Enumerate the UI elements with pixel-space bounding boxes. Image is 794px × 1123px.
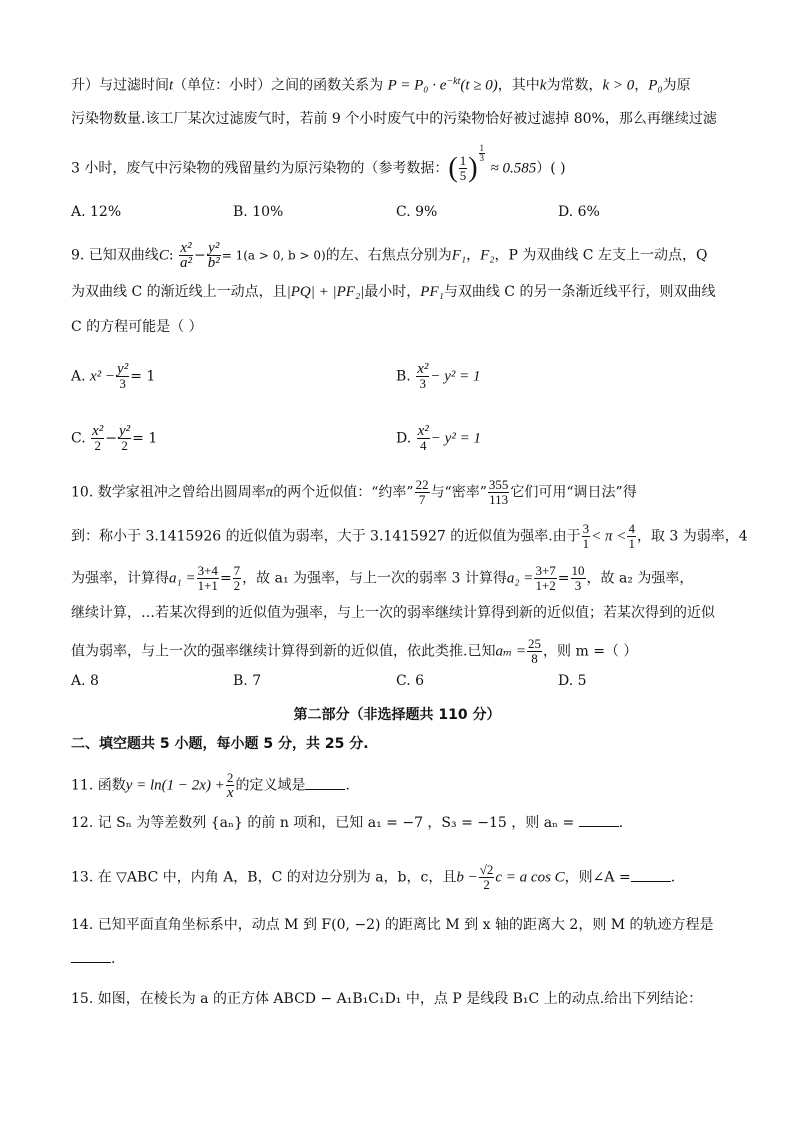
ref-fraction [459, 154, 468, 183]
q8-line-1 [71, 73, 731, 95]
q8-option-c[interactable]: C. 9% [396, 204, 438, 220]
option-fraction [416, 362, 429, 391]
ineq-fraction [627, 522, 636, 551]
am-fraction [527, 637, 542, 666]
period: . [345, 777, 350, 794]
q8-text: 为原 [662, 77, 691, 94]
q9-line-2 [71, 283, 731, 301]
frac-den: 3 [419, 376, 427, 391]
q9-option-a[interactable] [71, 362, 155, 391]
option-label: C. [71, 430, 86, 447]
q8-text: ， [634, 77, 649, 94]
frac-den: 5 [459, 168, 467, 183]
q10-text: 到：称小于 3.1415926 的近似值为弱率，大于 3.1415927 的近似值为强率.由于 [71, 528, 581, 545]
frac-den: 3 [479, 153, 485, 163]
option-expr: − y² = 1 [430, 368, 481, 385]
q8-text: 为常数， [546, 77, 603, 94]
a1-result [233, 564, 242, 593]
formula-exponent: −kt [446, 76, 461, 87]
option-expr: = 1 [130, 368, 156, 385]
frac-num: x² [92, 423, 104, 439]
frac-num: 7 [233, 563, 241, 578]
abs-expression: |PQ| + |PF₂| [286, 284, 365, 300]
period: . [670, 869, 676, 886]
q10-text: 为强率，计算得 [71, 570, 169, 587]
frac-den: 1 [582, 536, 590, 551]
frac-num: 3+7 [535, 563, 556, 578]
frac-den: 3 [574, 578, 582, 593]
var-pf1: PF₁ [420, 284, 444, 300]
q10-text: ，故 a₂ 为强率， [586, 570, 694, 587]
a2-expr: a₂ = [506, 570, 534, 587]
option-fraction [417, 424, 430, 453]
q13-text: 13. 在 ▽ABC 中，内角 A，B，C 的对边分别为 a，b，c，且 [71, 869, 457, 886]
frac-num: 4 [628, 521, 635, 536]
frac-num: 1 [479, 143, 485, 153]
frac-den: x [226, 785, 234, 801]
a1-expr: a₁ = [169, 570, 196, 587]
q9-option-d[interactable] [396, 424, 481, 453]
q13-expr: b − [456, 869, 478, 886]
frac-num: 10 [571, 563, 585, 578]
var-c: C [158, 247, 169, 264]
q11-text: 11. 函数 [71, 777, 126, 794]
q8-text: 升）与过滤时间 [71, 77, 169, 94]
option-expr: − [105, 430, 118, 447]
q13-expr: c = a cos C [495, 869, 565, 886]
formula-condition: (t ≥ 0) [460, 77, 498, 94]
q12-text: 12. 记 Sₙ 为等差数列 {aₙ} 的前 n 项和，已知 a₁ = −7 ，S₃ = −15 ，则 aₙ = [71, 815, 575, 831]
answer-blank[interactable] [71, 950, 111, 963]
frac-den: 8 [531, 651, 538, 666]
q8-option-b[interactable]: B. 10% [233, 204, 284, 220]
frac-num: y² [208, 240, 220, 256]
option-fraction [118, 424, 131, 453]
k-condition: k > 0 [602, 77, 635, 94]
q8-text: （单位：小时）之间的函数关系为 [173, 77, 384, 94]
a1-fraction [197, 564, 219, 593]
frac-num: 2 [226, 770, 234, 785]
q13-text: ，则∠A = [564, 869, 631, 886]
q10-option-b[interactable]: B. 7 [233, 673, 262, 689]
section-heading: 二、填空题共 5 小题，每小题 5 分，共 25 分. [71, 736, 369, 752]
q9-text: 最小时， [364, 284, 421, 300]
q9-option-b[interactable] [396, 362, 481, 391]
var-k: k [539, 77, 547, 94]
am-expr: aₘ = [495, 643, 527, 660]
q8-line-3 [71, 143, 731, 184]
var-f2: F₂ [480, 247, 495, 264]
a2-fraction [534, 564, 556, 593]
q10-text: ，则 m =（ ） [543, 643, 638, 660]
q10-text: 的两个近似值：“约率” [273, 484, 414, 501]
q10-text: ，取 3 为弱率，4 [636, 528, 748, 545]
q11-text: 的定义域是 [235, 777, 306, 794]
frac-num: y² [119, 423, 131, 439]
period: . [111, 951, 116, 967]
paren-left: ( [448, 152, 458, 184]
frac-den: 7 [418, 492, 426, 507]
paren-right: ) [468, 152, 478, 184]
q10-option-d[interactable]: D. 5 [558, 673, 587, 689]
q10-text: 值为弱率，与上一次的强率继续计算得到新的近似值，依此类推.已知 [71, 643, 496, 660]
frac-den: b² [207, 255, 220, 271]
frac-num: 25 [528, 636, 542, 651]
q11-expr: y = ln(1 − 2x) + [125, 777, 225, 794]
var-p0: P₀ [648, 77, 663, 94]
colon: : [168, 247, 174, 264]
q10-line-5 [71, 637, 731, 666]
q10-text: 与“密率” [430, 484, 487, 501]
q12 [71, 814, 731, 832]
x-fraction [179, 241, 193, 270]
ref-exponent [479, 144, 486, 163]
q10-line-4: 继续计算，…若某次得到的近似值为强率，与上一次的弱率继续计算得到新的近似值；若某次得到的近似 [71, 605, 715, 621]
option-expr: x² − [90, 368, 116, 385]
q8-option-d[interactable]: D. 6% [558, 204, 600, 220]
frac-den: 3 [119, 376, 126, 391]
frac-den: 4 [419, 438, 427, 453]
frac-num: y² [117, 361, 129, 377]
q10-text: ，故 a₁ 为强率，与上一次的弱率 3 计算得 [242, 570, 507, 587]
q11 [71, 771, 731, 800]
var-pi: π [265, 484, 274, 501]
q8-option-a[interactable]: A. 12% [71, 204, 122, 220]
q13-fraction [479, 863, 495, 892]
frac-den: 113 [489, 492, 509, 507]
q10-line-3: 为强率，计算得a₁ = $\frac{3+4}{1+1}$ = $\frac{7}{2}$ ，故 a₁ 为强率，与上一次的弱率 3 计算得a₂ = $\frac{3+7}{1+2}$ = $\frac{10}{3}$ ，故 a₂ 为强率， [71, 563, 694, 593]
frac-den: 2 [483, 877, 490, 892]
frac-num: 22 [415, 477, 429, 492]
frac-num: 3 [582, 521, 590, 536]
frac-num: 355 [488, 477, 509, 492]
option-expr: − y² = 1 [430, 430, 481, 447]
period: . [618, 815, 624, 831]
var-t: t [169, 77, 174, 94]
q14-line-1: 14. 已知平面直角坐标系中，动点 M 到 F(0, −2) 的距离比 M 到 x 轴的距离大 2，则 M 的轨迹方程是 [71, 917, 714, 933]
option-label: D. [396, 430, 412, 447]
frac-num: x² [180, 240, 192, 256]
ineq-expr: < π < [591, 528, 627, 545]
option-fraction [91, 424, 104, 453]
frac-den: a² [180, 255, 192, 271]
answer-blank[interactable] [305, 777, 345, 790]
frac-num: √2 [479, 862, 494, 877]
q10-text: 它们可用“调日法”得 [510, 484, 637, 501]
q14-line-2 [71, 950, 731, 968]
answer-blank[interactable] [579, 814, 619, 827]
q9-line-1: 9. 已知双曲线C: $\frac{\text{x²}}{\text{a²}}$ − $\frac{\text{y²}}{\text{b²}}$ = 1(a > 0, b > 0)的左、右焦点分别为F₁，F₂，P 为双曲线 C 左支上一动点，Q [71, 240, 708, 271]
hyperbola-condition: = 1(a > 0, b > 0) [221, 248, 326, 263]
q8-text: ，其中 [497, 77, 540, 94]
frac-num: 3+4 [197, 563, 218, 578]
q11-fraction [226, 771, 235, 800]
q9-text: 9. 已知双曲线 [71, 247, 159, 264]
q8-line-2: 污染物数量.该工厂某次过滤废气时，若前 9 个小时废气中的污染物恰好被过滤掉 80%，那么再继续过滤 [71, 111, 717, 127]
q9-text: 与双曲线 C 的另一条渐近线平行，则双曲线 [443, 284, 716, 300]
q9-text: 的左、右焦点分别为 [325, 247, 452, 264]
q10-text: 10. 数学家祖冲之曾给出圆周率 [71, 484, 266, 501]
frac-den: 1+1 [197, 578, 218, 593]
frac-num: 1 [459, 153, 467, 168]
equals: = [219, 570, 232, 587]
frac-den: 2 [233, 578, 241, 593]
answer-blank[interactable] [631, 869, 671, 882]
q10-line-1 [71, 478, 731, 507]
frac-den: 1 [628, 536, 635, 551]
a2-result [571, 564, 586, 593]
option-fraction [116, 362, 129, 391]
frac-den: 2 [94, 438, 101, 453]
q9-option-c[interactable] [71, 424, 157, 453]
yuelv-fraction [415, 478, 430, 507]
q10-option-c[interactable]: C. 6 [396, 673, 425, 689]
q9-text: 为双曲线 C 的渐近线上一动点，且 [71, 284, 287, 300]
q8-text: 3 小时，废气中污染物的残留量约为原污染物的（参考数据： [71, 160, 449, 177]
ref-value: ≈ 0.585 [490, 160, 537, 177]
q10-option-a[interactable]: A. 8 [71, 673, 99, 689]
frac-den: 1+2 [535, 578, 556, 593]
option-expr: = 1 [132, 430, 158, 447]
part2-heading: 第二部分（非选择题共 110 分） [293, 707, 501, 723]
frac-den: 2 [121, 438, 128, 453]
y-fraction [207, 241, 221, 270]
frac-num: x² [417, 423, 429, 439]
q13 [71, 863, 731, 892]
q9-text: ，P 为双曲线 C 左支上一动点，Q [494, 247, 708, 264]
q10-line-2 [71, 521, 748, 551]
milv-fraction [488, 478, 510, 507]
ineq-fraction [582, 522, 591, 551]
q15: 15. 如图，在棱长为 a 的正方体 ABCD − A₁B₁C₁D₁ 中，点 P 是线段 B₁C 上的动点.给出下列结论： [71, 991, 703, 1007]
var-f1: F₁ [451, 247, 467, 264]
frac-num: x² [417, 361, 429, 377]
option-label: A. [71, 368, 86, 385]
formula: P = P₀ · e [387, 77, 447, 94]
q8-answer-paren: ）( ) [536, 160, 566, 177]
q9-line-3: C 的方程可能是（ ） [71, 319, 203, 335]
option-label: B. [396, 368, 411, 385]
